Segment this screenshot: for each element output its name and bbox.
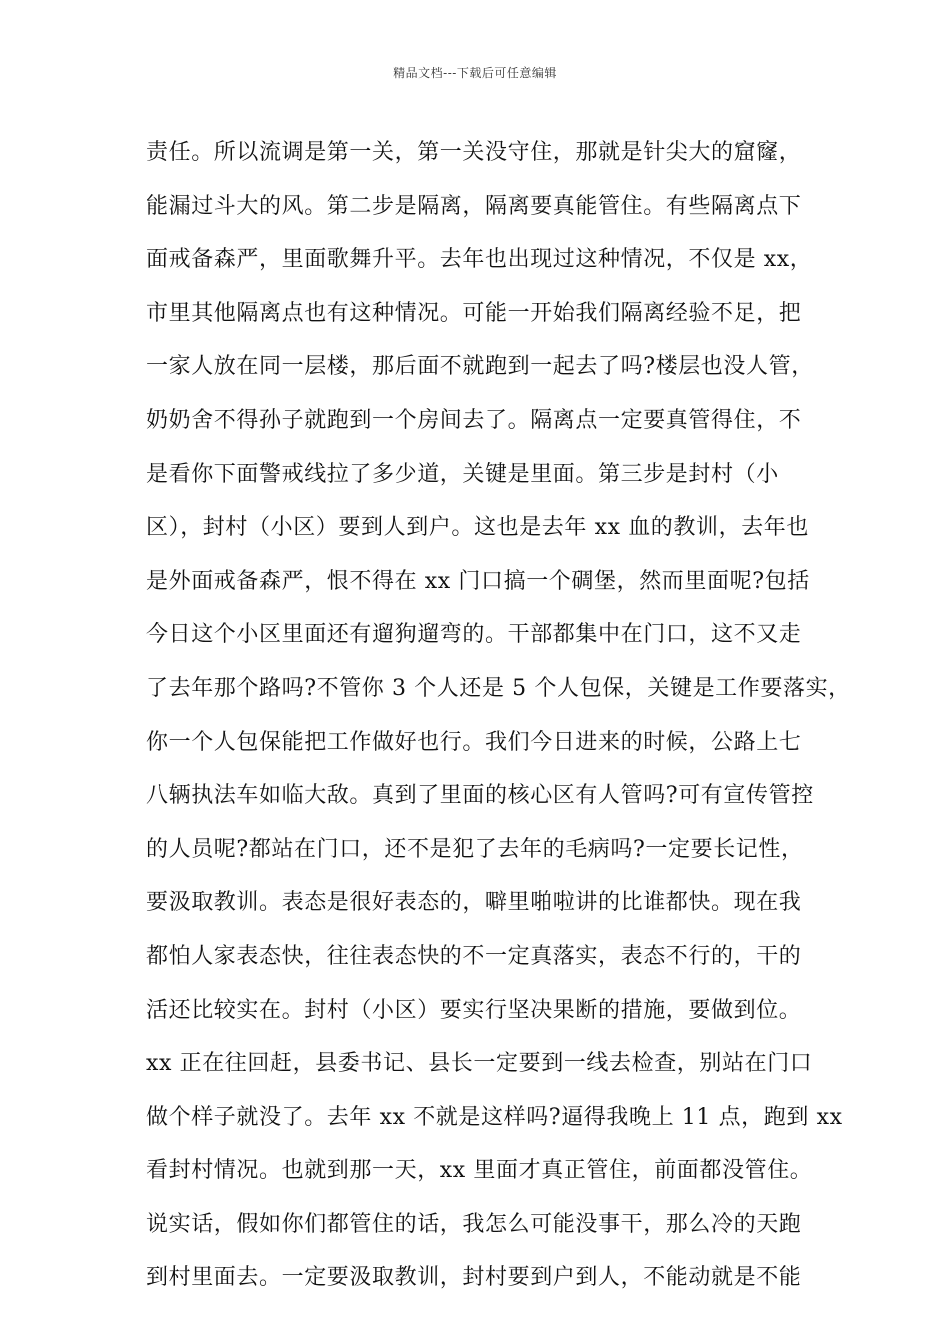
text-line: 一家人放在同一层楼，那后面不就跑到一起去了吗?楼层也没人管，	[146, 354, 814, 380]
text-line: 是看你下面警戒线拉了多少道，关键是里面。第三步是封村（小	[146, 461, 779, 487]
text-line: 的人员呢?都站在门口，还不是犯了去年的毛病吗?一定要长记性，	[146, 836, 804, 862]
text-line: 看封村情况。也就到那一天，xx 里面才真正管住，前面都没管住。	[146, 1158, 813, 1184]
text-line: 区），封村（小区）要到人到户。这也是去年 xx 血的教训，去年也	[146, 515, 810, 541]
text-line: 奶奶舍不得孙子就跑到一个房间去了。隔离点一定要真管得住，不	[146, 407, 802, 433]
text-line: 了去年那个路吗?不管你 3 个人还是 5 个人包保，关键是工作要落实，	[146, 675, 851, 701]
text-line: 要汲取教训。表态是很好表态的，噼里啪啦讲的比谁都快。现在我	[146, 890, 802, 916]
text-line: 面戒备森严，里面歌舞升平。去年也出现过这种情况，不仅是 xx，	[146, 247, 813, 273]
text-line: 今日这个小区里面还有遛狗遛弯的。干部都集中在门口，这不又走	[146, 622, 802, 648]
text-line: 说实话，假如你们都管住的话，我怎么可能没事干，那么冷的天跑	[146, 1211, 802, 1237]
text-line: xx 正在往回赶，县委书记、县长一定要到一线去检查，别站在门口	[146, 1051, 813, 1077]
text-line: 是外面戒备森严，恨不得在 xx 门口搞一个碉堡，然而里面呢?包括	[146, 568, 810, 594]
text-line: 到村里面去。一定要汲取教训，封村要到户到人，不能动就是不能	[146, 1265, 802, 1291]
text-line: 能漏过斗大的风。第二步是隔离，隔离要真能管住。有些隔离点下	[146, 193, 802, 219]
text-line: 你一个人包保能把工作做好也行。我们今日进来的时候，公路上七	[146, 729, 802, 755]
text-line: 八辆执法车如临大敌。真到了里面的核心区有人管吗?可有宣传管控	[146, 783, 814, 809]
text-line: 市里其他隔离点也有这种情况。可能一开始我们隔离经验不足，把	[146, 300, 802, 326]
text-line: 都怕人家表态快，往往表态快的不一定真落实，表态不行的，干的	[146, 943, 802, 969]
text-line: 活还比较实在。封村（小区）要实行坚决果断的措施，要做到位。	[146, 997, 802, 1023]
text-line: 做个样子就没了。去年 xx 不就是这样吗?逼得我晚上 11 点，跑到 xx	[146, 1104, 843, 1130]
text-line: 责任。所以流调是第一关，第一关没守住，那就是针尖大的窟窿，	[146, 140, 802, 165]
page-header: 精品文档---下载后可任意编辑	[393, 66, 557, 80]
body-text	[146, 126, 851, 1305]
